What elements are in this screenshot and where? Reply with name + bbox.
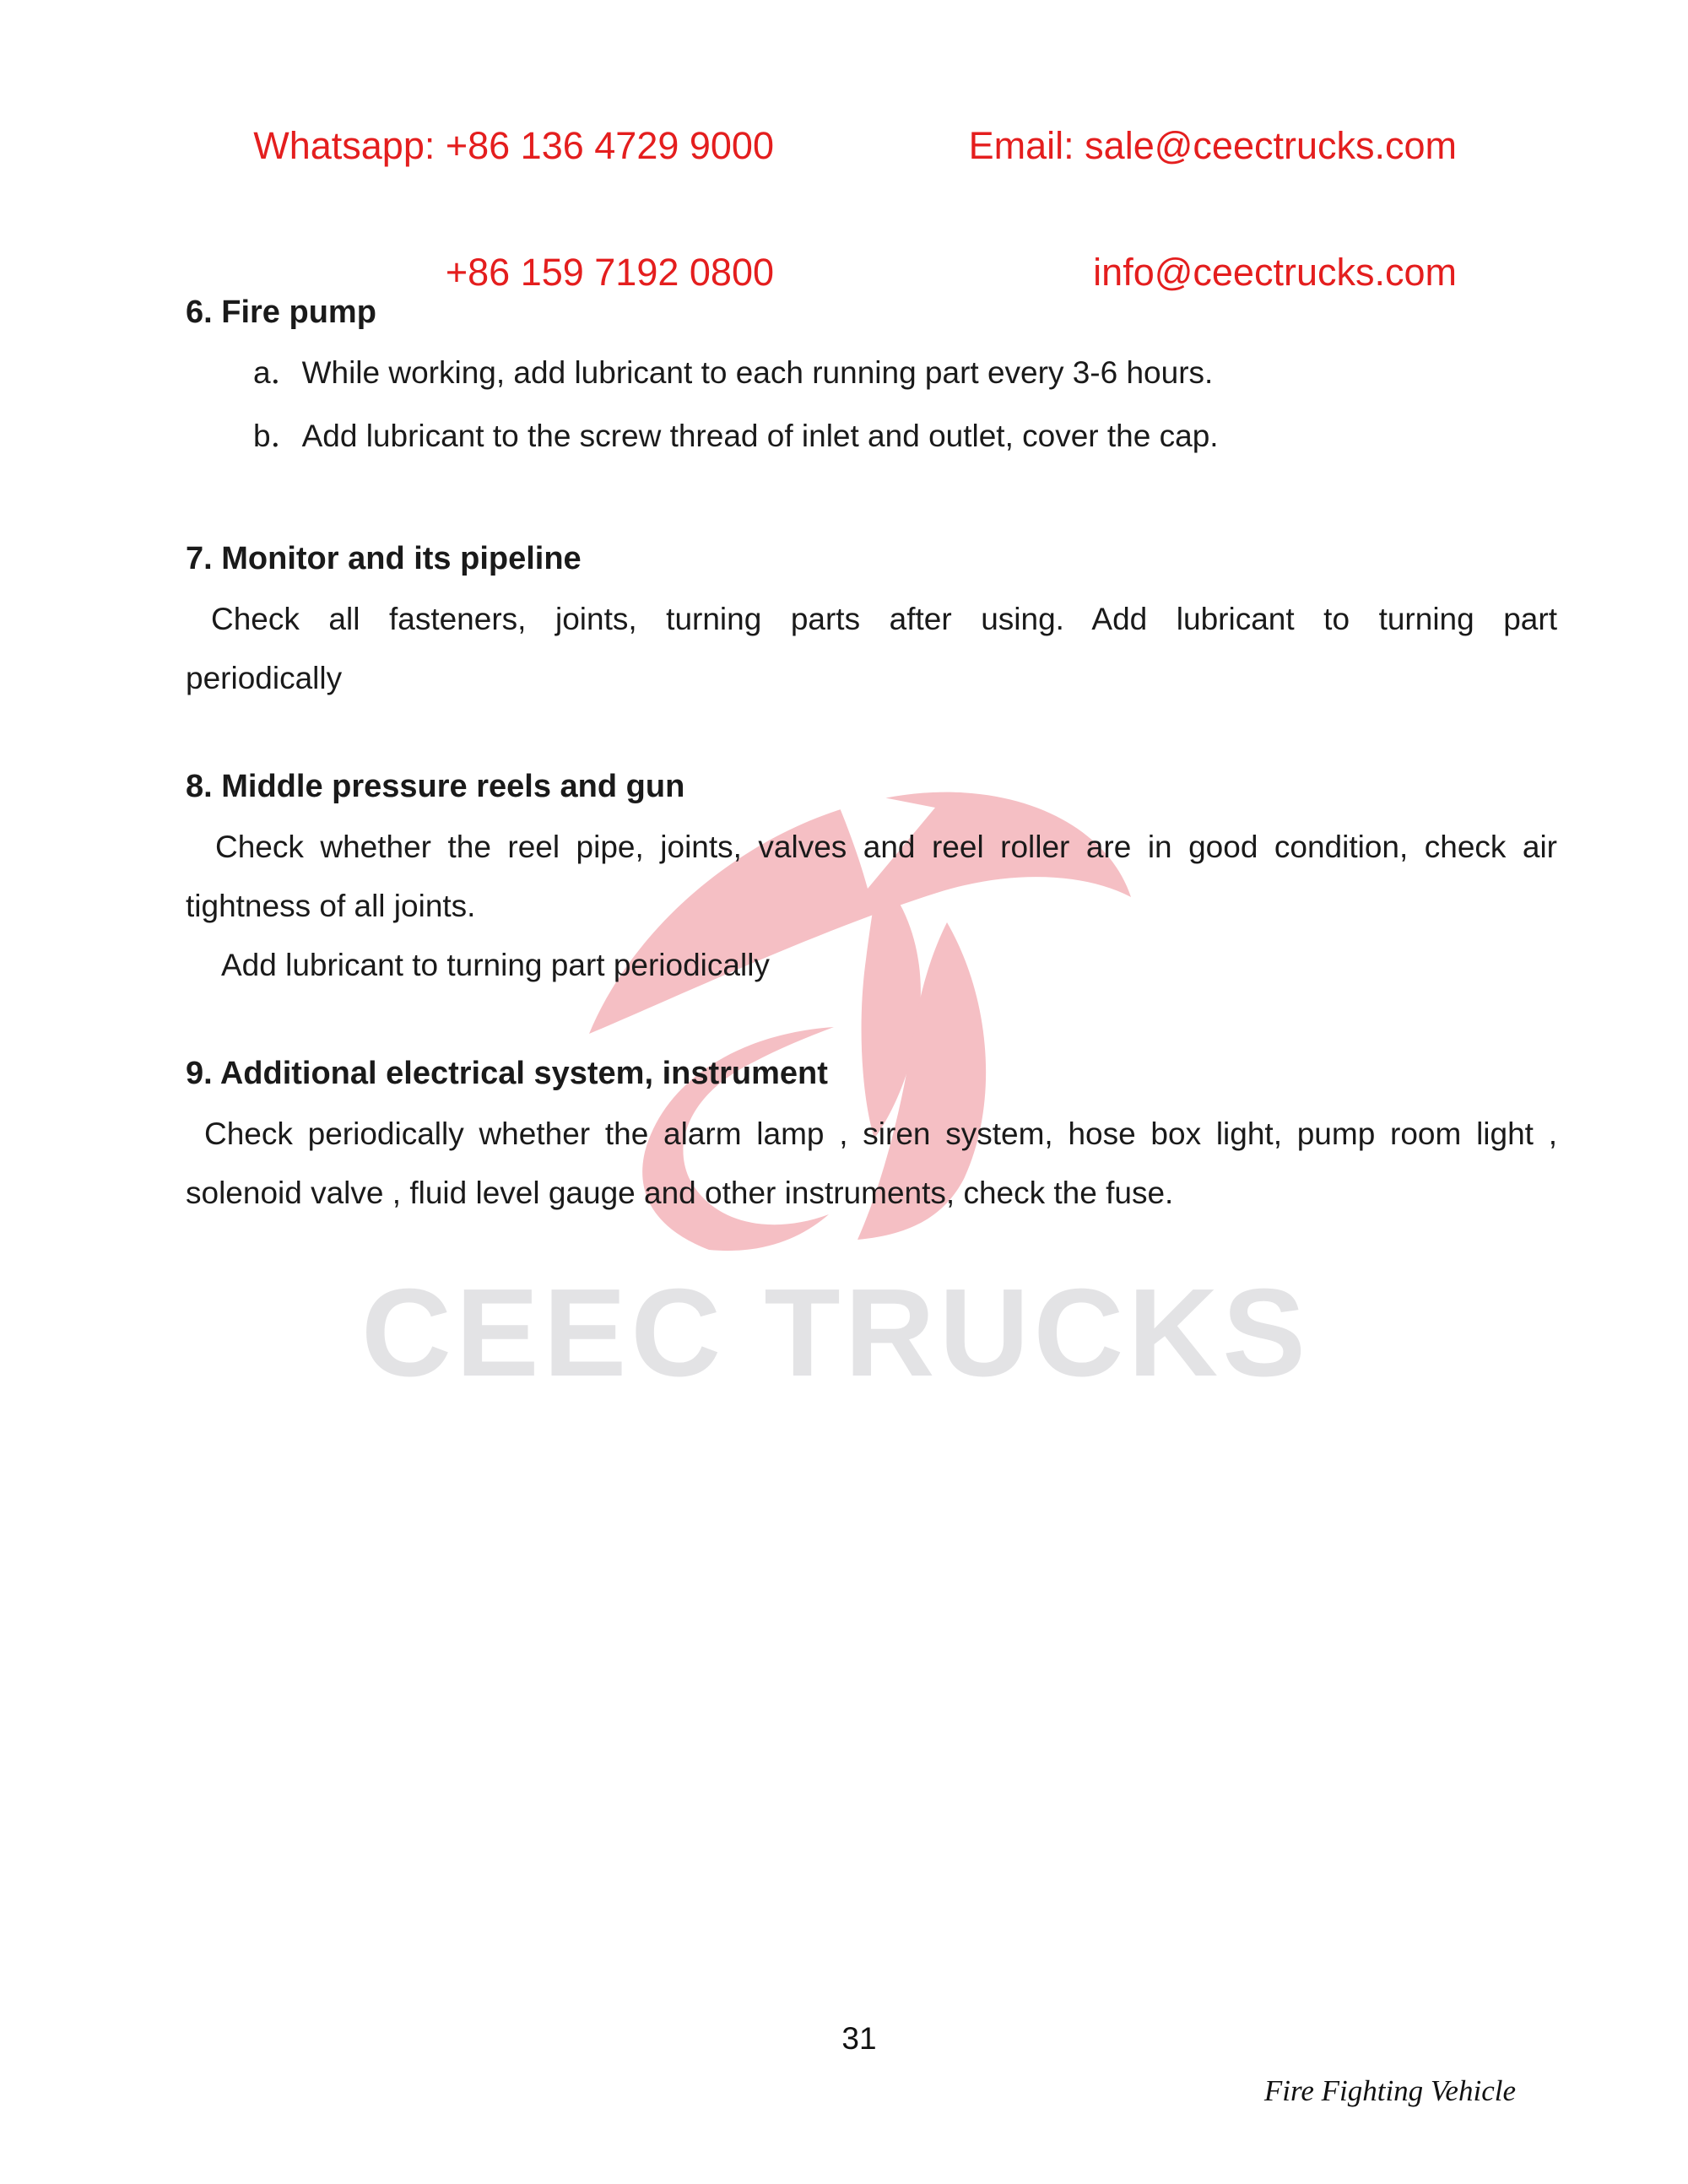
page-number: 31 xyxy=(841,2021,877,2056)
section-heading-fire-pump: 6. Fire pump xyxy=(186,295,376,330)
list-item-a: a．While working, add lubricant to each running part every 3-6 hours. xyxy=(253,355,1214,390)
paragraph-line: Check periodically whether the alarm lamp , siren system, hose box light, pump room light , xyxy=(204,1116,1557,1151)
whatsapp-number-2: +86 159 7192 0800 xyxy=(445,251,774,294)
paragraph-line: periodically xyxy=(186,661,343,695)
brand-watermark-text: CEEC TRUCKS xyxy=(361,1263,1310,1403)
whatsapp-number-1: Whatsapp: +86 136 4729 9000 xyxy=(253,124,774,167)
section-heading-monitor: 7. Monitor and its pipeline xyxy=(186,541,582,576)
email-address-2: info@ceectrucks.com xyxy=(1093,251,1457,294)
section-heading-electrical: 9. Additional electrical system, instrument xyxy=(186,1056,828,1091)
paragraph-line: Check whether the reel pipe, joints, valves and reel roller are in good condition, check air xyxy=(215,830,1557,864)
paragraph-line: Add lubricant to turning part periodically xyxy=(221,948,770,982)
email-address-1: Email: sale@ceectrucks.com xyxy=(968,124,1457,167)
paragraph-line: solenoid valve , fluid level gauge and other instruments, check the fuse. xyxy=(186,1176,1174,1210)
paragraph-line: Check all fasteners, joints, turning parts after using. Add lubricant to turning part xyxy=(211,602,1557,636)
section-heading-reels: 8. Middle pressure reels and gun xyxy=(186,769,685,804)
paragraph-line: tightness of all joints. xyxy=(186,889,476,923)
footer-doc-title: Fire Fighting Vehicle xyxy=(1263,2074,1516,2107)
list-item-b: b．Add lubricant to the screw thread of inlet and outlet, cover the cap. xyxy=(253,419,1219,453)
